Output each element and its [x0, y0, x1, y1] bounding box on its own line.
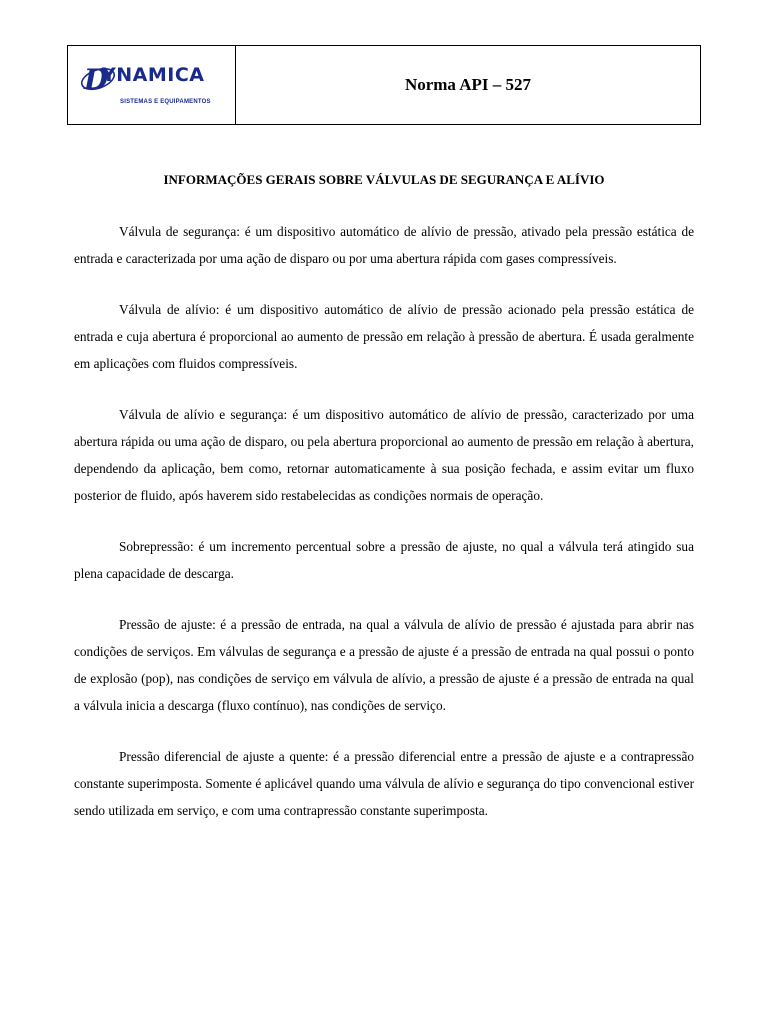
document-code: Norma API – 527: [404, 75, 532, 94]
logo-tagline: SISTEMAS E EQUIPAMENTOS: [120, 99, 211, 105]
logo-cell: [68, 46, 236, 124]
paragraph-pressao-diferencial: Pressão diferencial de ajuste a quente: é a pressão diferencial entre a pressão de ajuste e a contrapressão constante superimposta. Somente é aplicável quando uma válvula de alívio e segurança do tipo convencional estiver sendo utilizada em serviço, e com uma contrapressão constante superimposta.: [74, 749, 694, 818]
paragraph-valvula-alivio: Válvula de alívio: é um dispositivo automático de alívio de pressão acionado pela pressão estática de entrada e cuja abertura é proporcional ao aumento de pressão em relação à pressão de abertura. É usada geralmente em aplicações com fluidos compressíveis.: [74, 302, 694, 371]
paragraph-valvula-alivio-seguranca: Válvula de alívio e segurança: é um dispositivo automático de alívio de pressão, caracterizado por uma abertura rápida ou uma ação de disparo, ou pela abertura proporcional ao aumento de pressão em relação à abertura, dependendo da aplicação, bem como, retornar automaticamente à sua posição fechada, e assim evitar um fluxo posterior de fluido, após haverem sido restabelecidas as condições normais de operação.: [74, 407, 694, 503]
section-heading: INFORMAÇÕES GERAIS SOBRE VÁLVULAS DE SEGURANÇA E ALÍVIO: [163, 172, 605, 187]
document-body: [74, 167, 694, 848]
paragraph-sobrepressao: Sobrepressão: é um incremento percentual sobre a pressão de ajuste, no qual a válvula terá atingido sua plena capacidade de descarga.: [74, 539, 694, 581]
logo-initial: D: [84, 63, 109, 96]
paragraph-valvula-seguranca: Válvula de segurança: é um dispositivo automático de alívio de pressão, ativado pela pressão estática de entrada e caracterizada por uma ação de disparo ou por uma abertura rápida com gases compressíveis.: [74, 224, 694, 266]
document-header: [67, 45, 701, 125]
paragraph-pressao-ajuste: Pressão de ajuste: é a pressão de entrada, na qual a válvula de alívio de pressão é ajustada para abrir nas condições de serviços. Em válvulas de segurança e a pressão de ajuste é a pressão de entrada na qual possui o ponto de explosão (pop), nas condições de serviço em válvula de alívio, a pressão de ajuste é a pressão de entrada na qual a válvula inicia a descarga (fluxo contínuo), nas condições de serviço.: [74, 617, 694, 713]
logo-wordmark: YNAMICA: [102, 64, 205, 86]
title-cell: [236, 46, 700, 124]
